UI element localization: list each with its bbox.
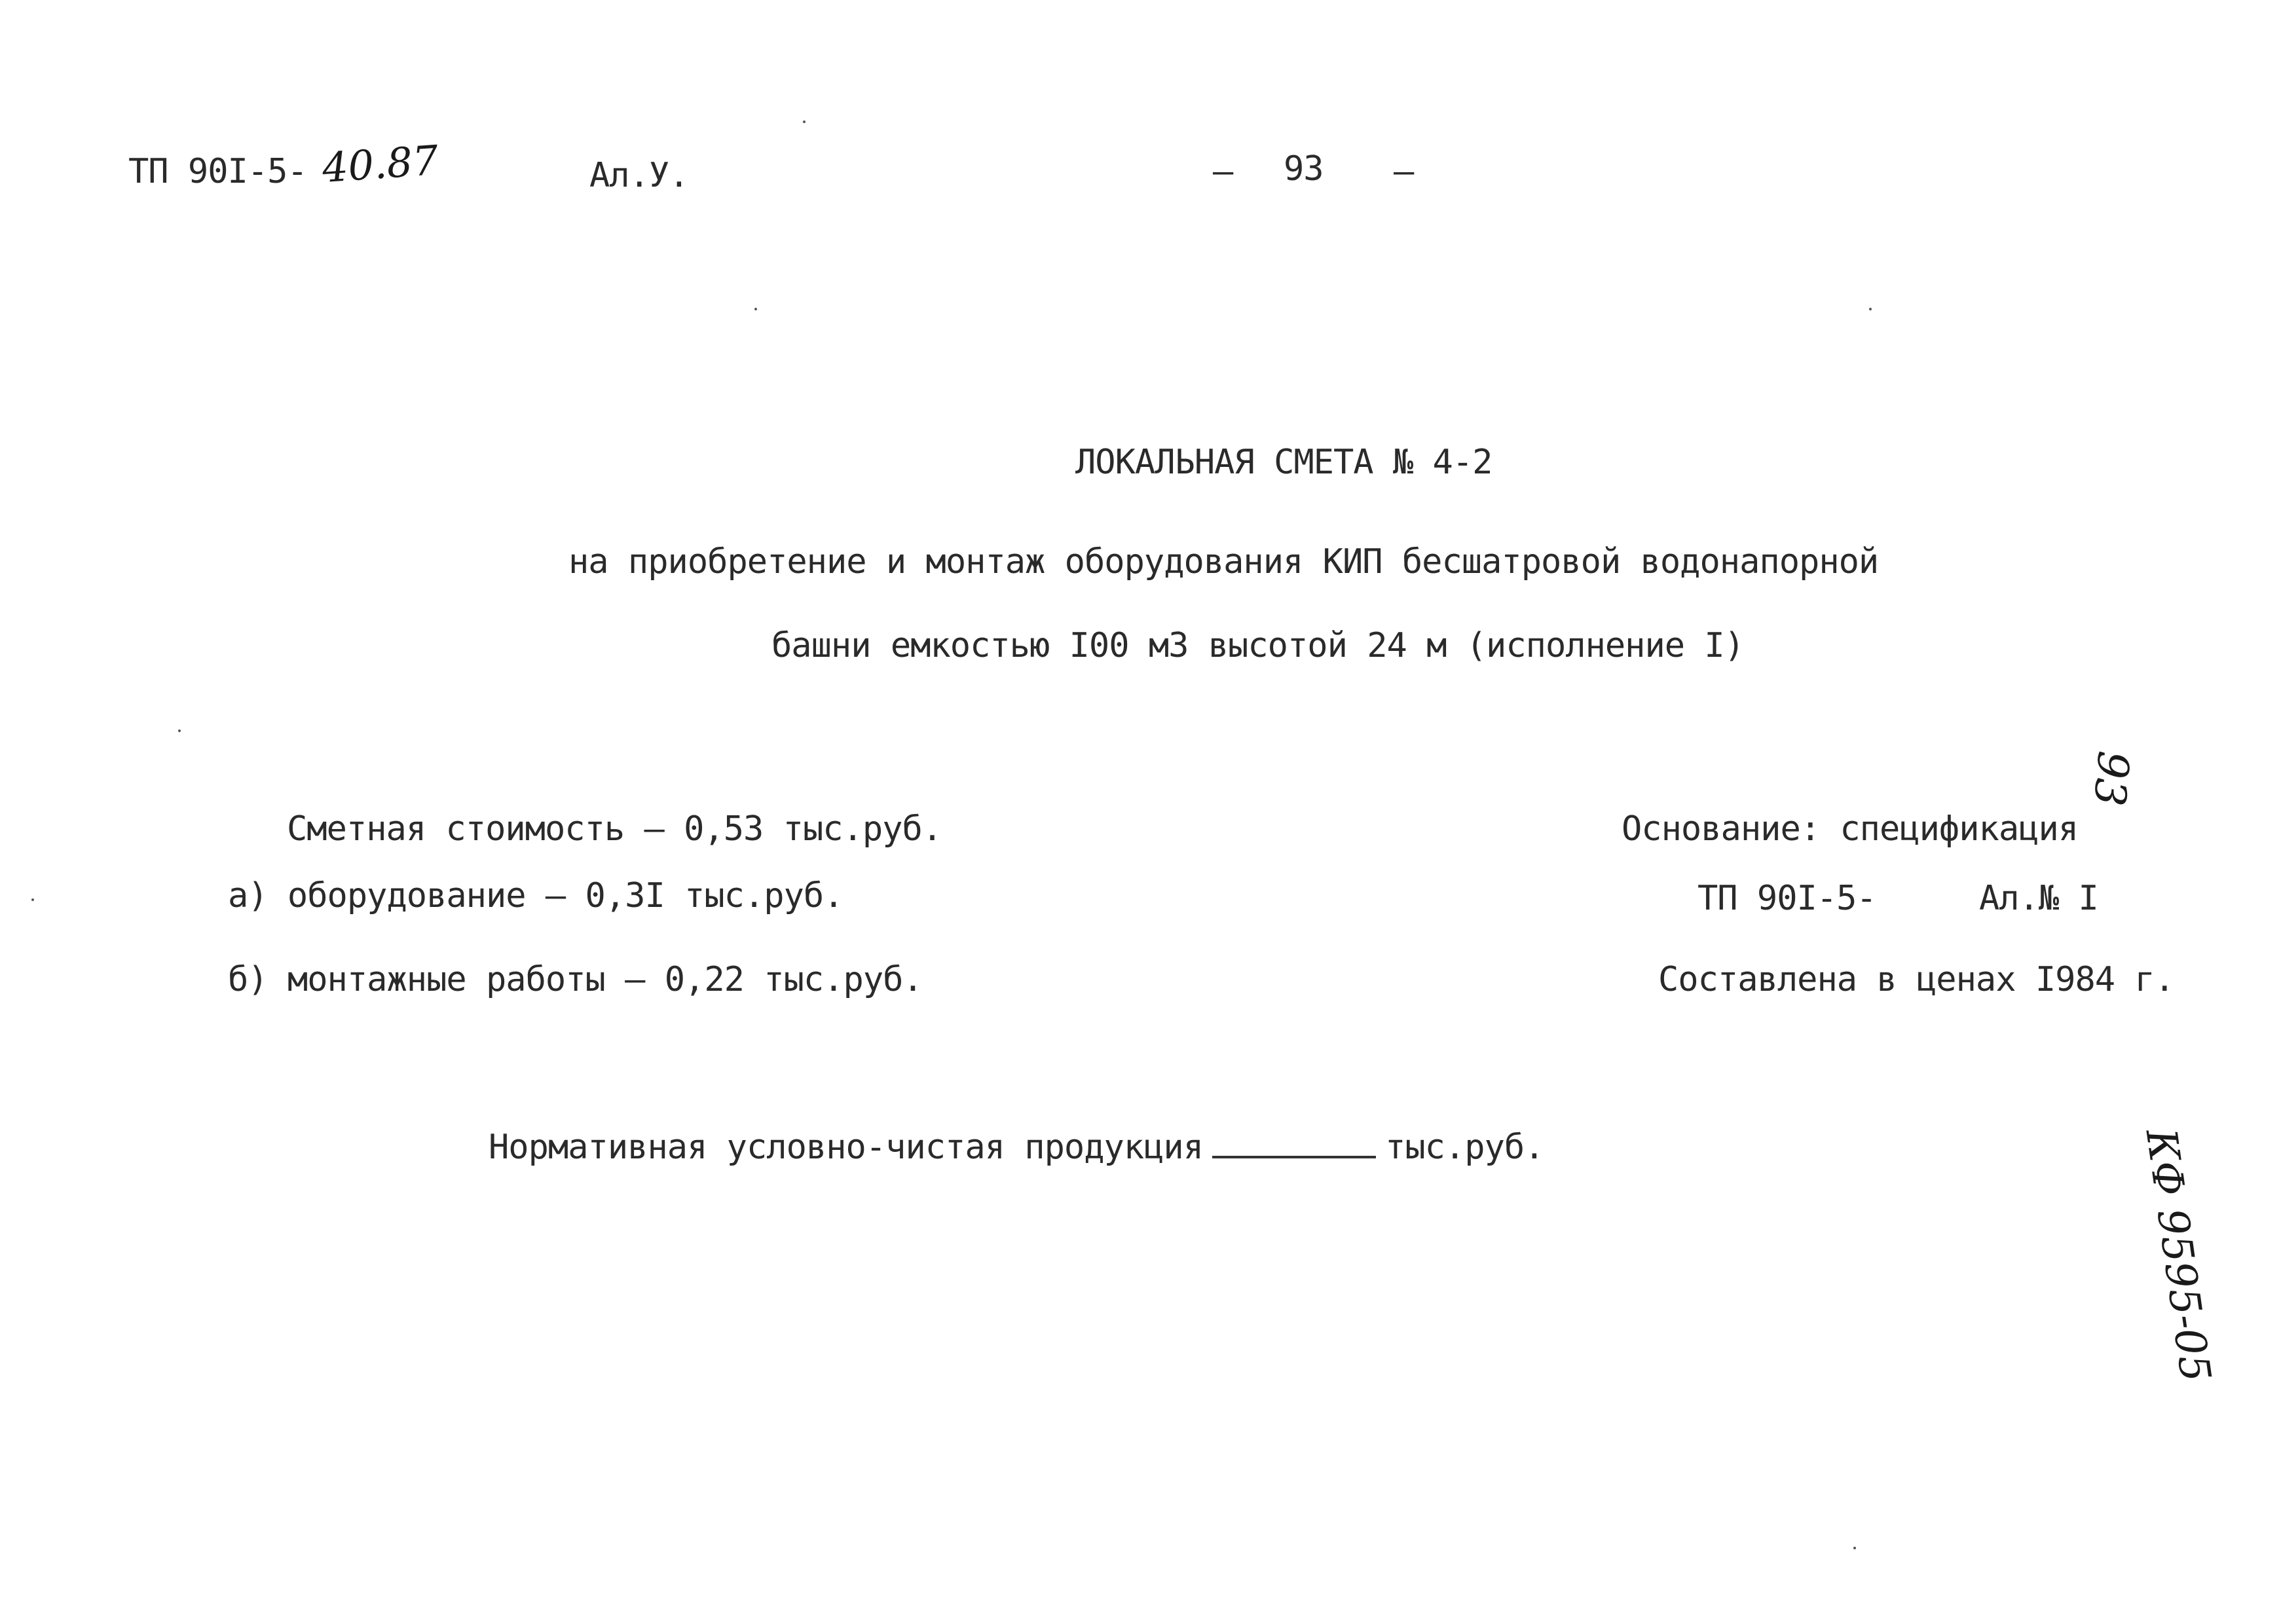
margin-page-mark: 93 xyxy=(2083,748,2139,809)
normative-label: Нормативная условно-чистая продукция xyxy=(489,1128,1204,1167)
doc-code-printed: ТП 90І-5- xyxy=(128,152,307,191)
page-dash-right: – xyxy=(1394,152,1414,191)
basis-label: Основание: спецификация xyxy=(1622,809,2079,849)
scan-speck xyxy=(178,729,181,732)
doc-code-handwritten: 40.87 xyxy=(320,136,440,193)
basis-ref-album: Ал.№ І xyxy=(1979,879,2098,918)
scan-speck xyxy=(754,308,757,310)
normative-line xyxy=(489,1128,1544,1167)
normative-unit: тыс.руб. xyxy=(1385,1128,1544,1167)
page-dash-left: – xyxy=(1213,152,1233,191)
installation-cost: б) монтажные работы – 0,22 тыс.руб. xyxy=(228,960,923,999)
estimate-subtitle-line2: башни емкостью І00 м3 высотой 24 м (исполнение І) xyxy=(771,626,1745,665)
price-basis: Составлена в ценах І984 г. xyxy=(1658,960,2174,999)
archive-code: КФ 9595-05 xyxy=(2136,1126,2220,1385)
scan-speck xyxy=(1853,1547,1856,1549)
basis-ref-code: ТП 90І-5- xyxy=(1697,879,1876,918)
equipment-cost: а) оборудование – 0,3І тыс.руб. xyxy=(228,876,844,915)
estimate-subtitle-line1: на приобретение и монтаж оборудования КИП бесшатровой водонапорной xyxy=(568,542,1879,581)
scan-speck xyxy=(803,120,806,123)
normative-blank xyxy=(1212,1152,1376,1158)
scan-speck xyxy=(1869,308,1872,310)
total-cost: Сметная стоимость – 0,53 тыс.руб. xyxy=(287,809,942,849)
scan-speck xyxy=(31,898,34,901)
estimate-title: ЛОКАЛЬНАЯ СМЕТА № 4-2 xyxy=(1075,443,1493,482)
album-label: Ал.У. xyxy=(589,156,689,195)
doc-code xyxy=(128,152,307,191)
page-number: 93 xyxy=(1284,149,1324,189)
